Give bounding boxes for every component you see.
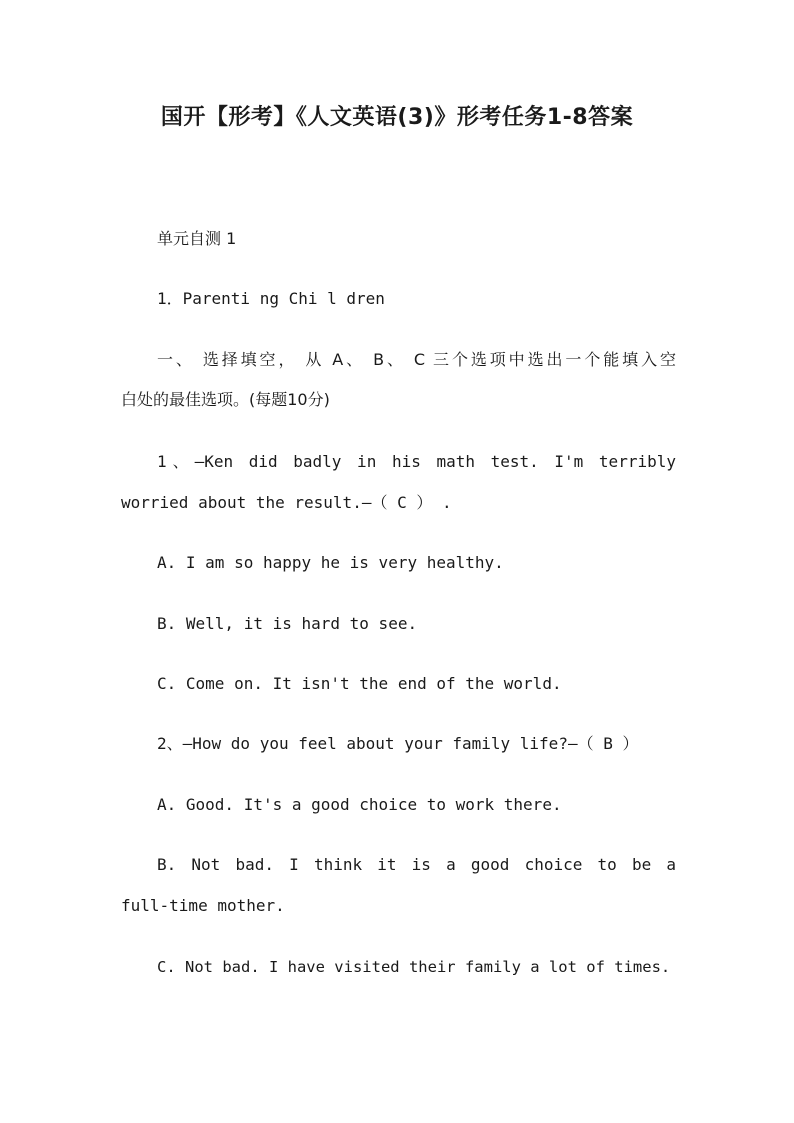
instruction-line-1: 一、 选择填空， 从 A、 B、 C 三个选项中选出一个能填入空 bbox=[157, 350, 676, 369]
question-1-option-b: B. Well, it is hard to see. bbox=[157, 614, 418, 633]
page-title: 国开【形考】《人文英语(3)》形考任务1-8答案 bbox=[160, 105, 634, 130]
instruction-line-2: 白处的最佳选项。(每题10分) bbox=[121, 390, 330, 409]
question-2-stem: 2、—How do you feel about your family life?—（ B ） bbox=[157, 734, 639, 753]
question-1-stem-line-2: worried about the result.—（ C ） . bbox=[121, 493, 452, 512]
lesson-heading: 1．Parenti ng Chi l dren bbox=[157, 289, 385, 308]
question-1-stem-line-1: 1、—Ken did badly in his math test. I'm terribly bbox=[157, 452, 676, 471]
unit-heading: 单元自测 1 bbox=[157, 229, 237, 248]
question-2-option-c: C. Not bad. I have visited their family a lot of times. bbox=[157, 958, 671, 976]
question-1-option-a: A. I am so happy he is very healthy. bbox=[157, 553, 504, 572]
question-2-option-b-line-2: full-time mother. bbox=[121, 896, 285, 915]
question-2-option-a: A. Good. It's a good choice to work there. bbox=[157, 795, 562, 814]
question-1-option-c: C. Come on. It isn't the end of the world. bbox=[157, 674, 562, 693]
question-2-option-b-line-1: B. Not bad. I think it is a good choice to be a bbox=[157, 855, 676, 874]
